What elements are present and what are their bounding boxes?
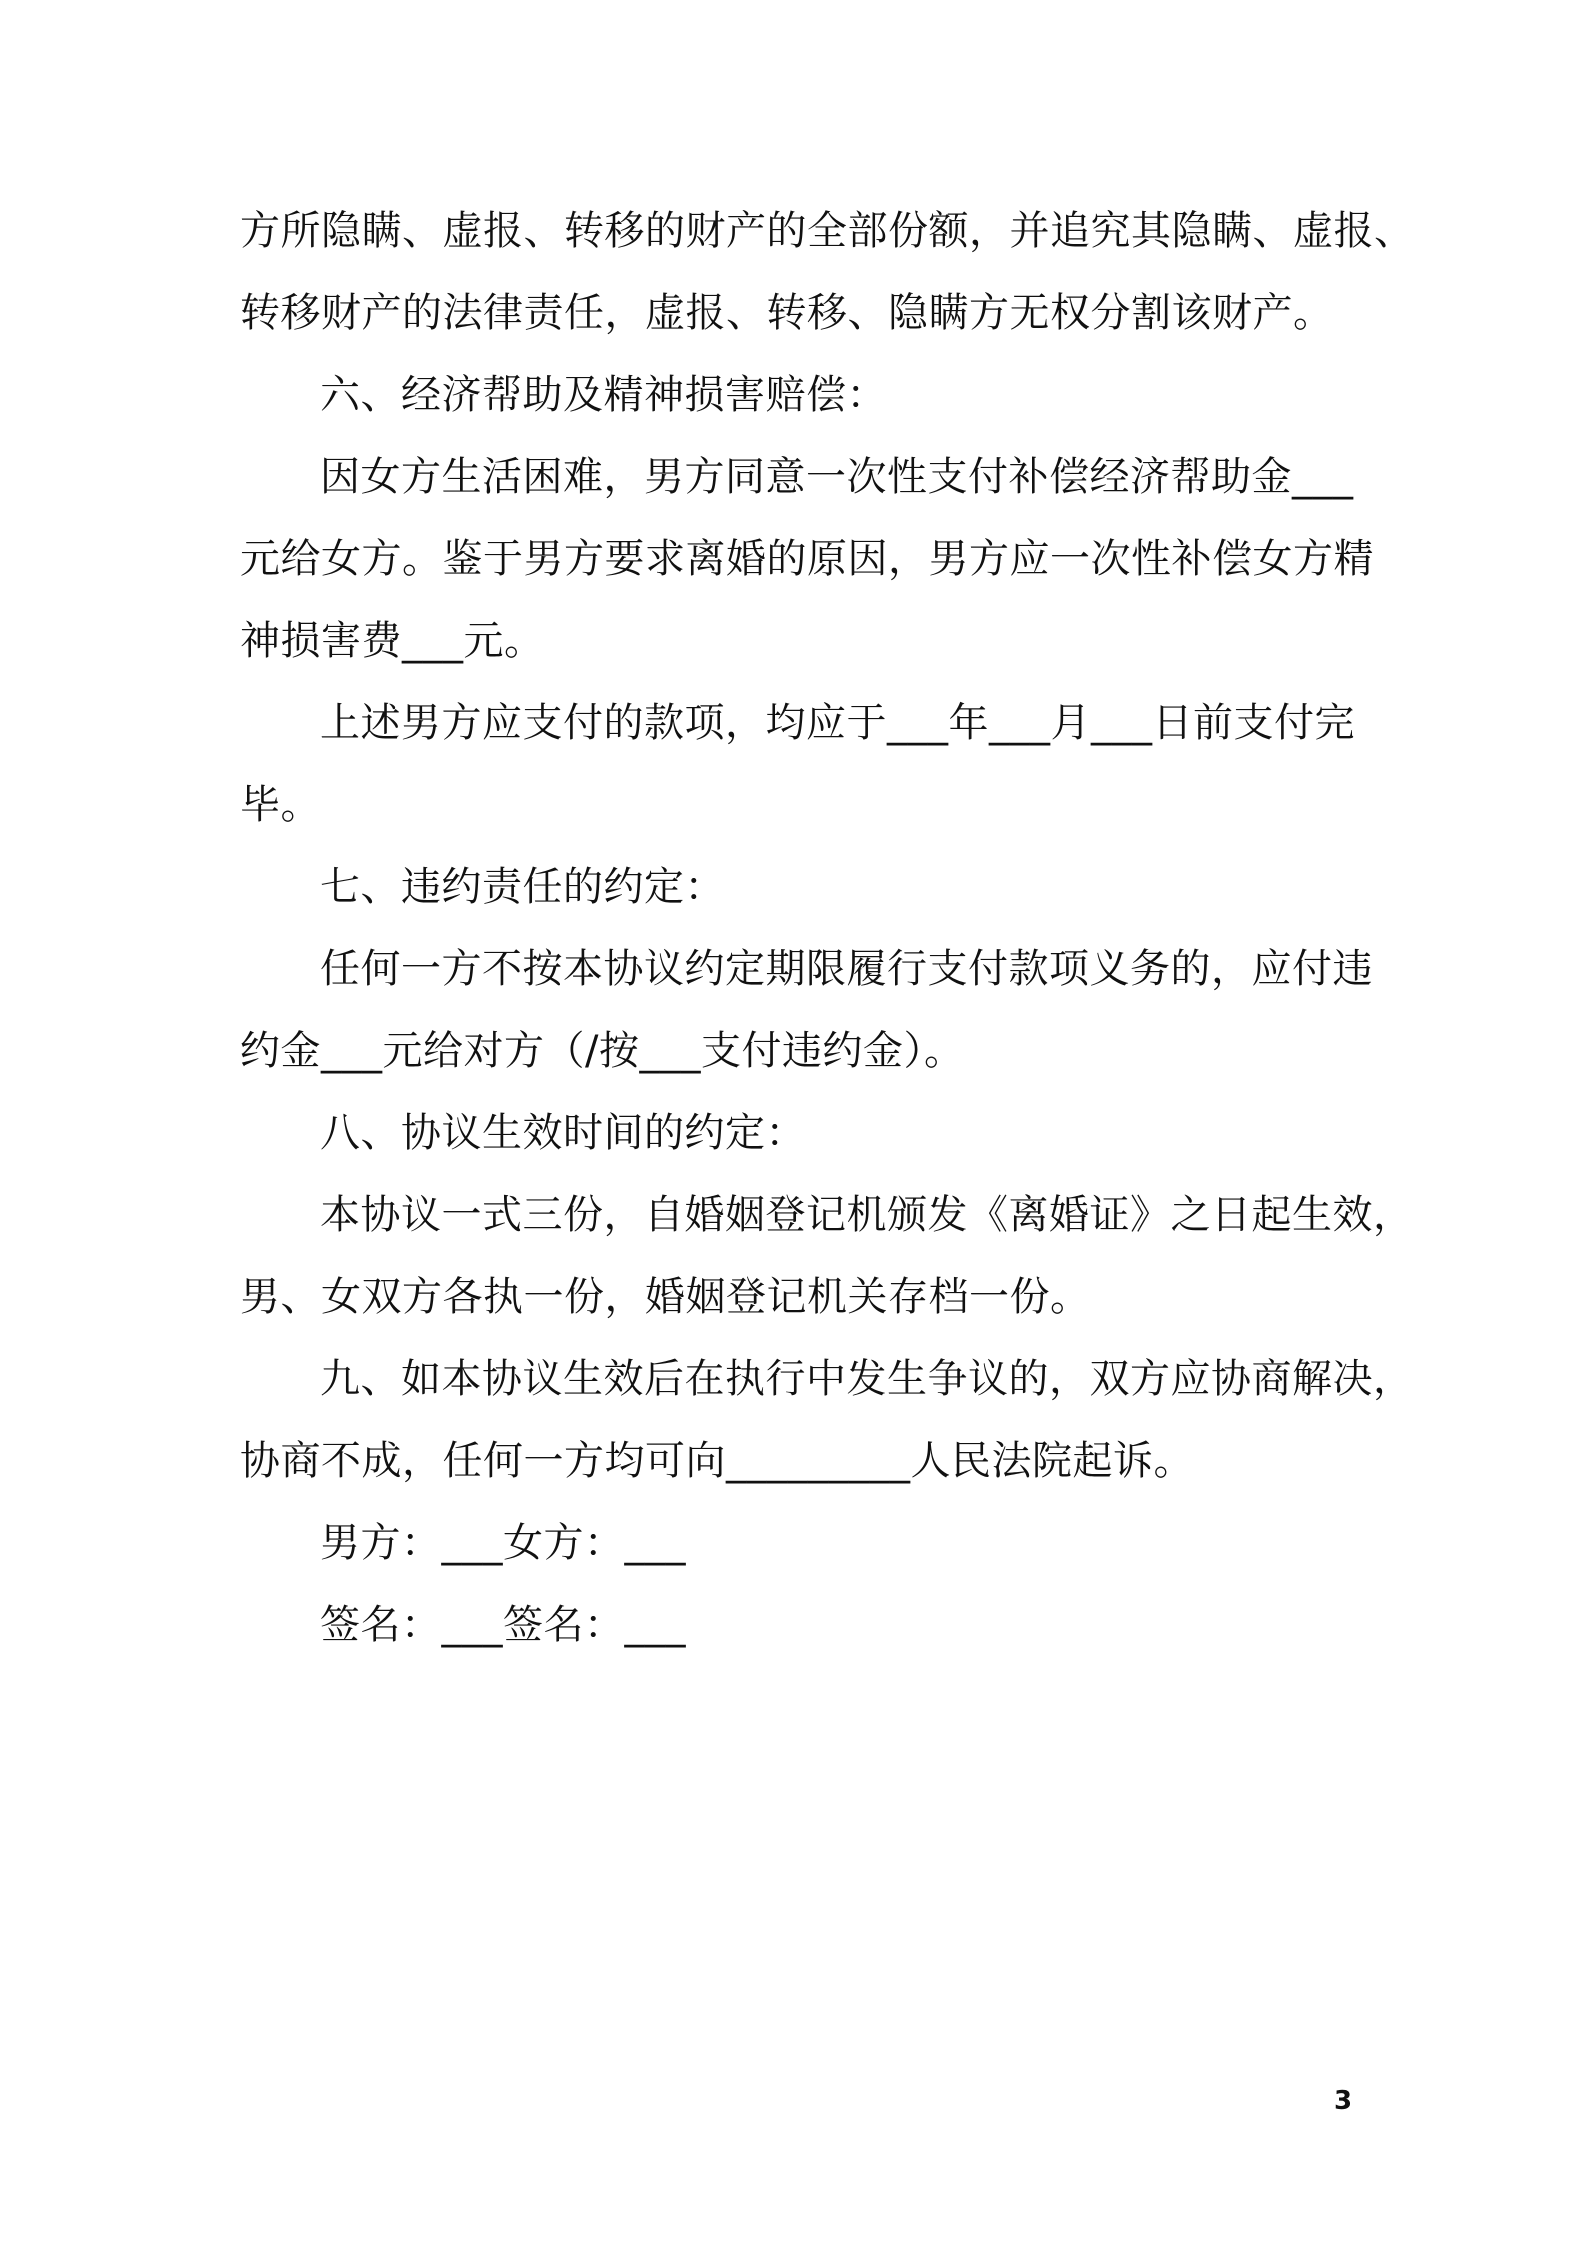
- section-heading-6: 六、经济帮助及精神损害赔偿：: [320, 372, 887, 418]
- text-line-1: 方所隐瞒、虚报、转移的财产的全部份额，并追究其隐瞒、虚报、: [240, 208, 1415, 254]
- section-heading-8: 八、协议生效时间的约定：: [320, 1110, 806, 1156]
- text-line-4: 因女方生活困难，男方同意一次性支付补偿经济帮助金___: [320, 454, 1354, 500]
- party-line: 男方：___女方：___: [320, 1520, 686, 1566]
- text-line-5: 元给女方。鉴于男方要求离婚的原因，男方应一次性补偿女方精: [240, 536, 1374, 582]
- text-line-10: 任何一方不按本协议约定期限履行支付款项义务的，应付违: [320, 946, 1373, 992]
- page-number: 3: [1334, 2086, 1353, 2116]
- signature-line: 签名：___签名：___: [320, 1602, 686, 1648]
- text-line-16: 协商不成，任何一方均可向_________人民法院起诉。: [240, 1438, 1194, 1484]
- text-line-11: 约金___元给对方（/按___支付违约金）。: [240, 1028, 965, 1074]
- text-line-14: 男、女双方各执一份，婚姻登记机关存档一份。: [240, 1274, 1091, 1320]
- text-line-13: 本协议一式三份，自婚姻登记机颁发《离婚证》之日起生效，: [320, 1192, 1414, 1238]
- text-line-2: 转移财产的法律责任，虚报、转移、隐瞒方无权分割该财产。: [240, 290, 1334, 336]
- text-line-8: 毕。: [240, 782, 321, 828]
- document-body: [240, 190, 1415, 1666]
- section-heading-7: 七、违约责任的约定：: [320, 864, 725, 910]
- text-line-7: 上述男方应支付的款项，均应于___年___月___日前支付完: [320, 700, 1355, 746]
- text-line-6: 神损害费___元。: [240, 618, 545, 664]
- section-heading-9: 九、如本协议生效后在执行中发生争议的，双方应协商解决，: [320, 1356, 1414, 1402]
